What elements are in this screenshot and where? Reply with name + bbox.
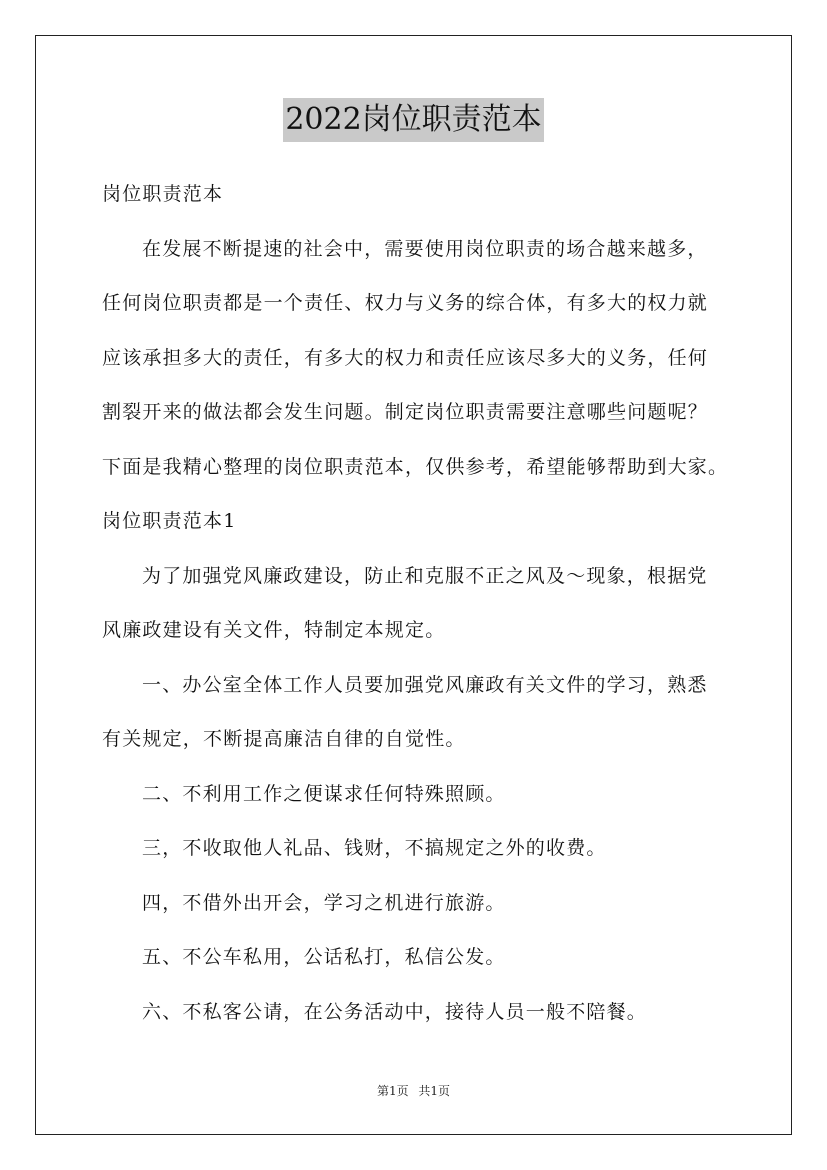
page-footer <box>0 1082 827 1099</box>
body-line: 三，不收取他人礼品、钱财，不搞规定之外的收费。 <box>142 837 607 859</box>
body-line: 有关规定，不断提高廉洁自律的自觉性。 <box>102 728 466 750</box>
body-line: 任何岗位职责都是一个责任、权力与义务的综合体，有多大的权力就 <box>102 292 709 314</box>
body-line: 岗位职责范本 <box>102 183 224 205</box>
body-line: 风廉政建设有关文件，特制定本规定。 <box>102 619 446 641</box>
body-line: 下面是我精心整理的岗位职责范本，仅供参考，希望能够帮助到大家。 <box>102 455 729 478</box>
body-line: 应该承担多大的责任，有多大的权力和责任应该尽多大的义务，任何 <box>102 346 709 369</box>
body-line: 在发展不断提速的社会中，需要使用岗位职责的场合越来越多， <box>142 237 708 260</box>
document-body <box>102 174 742 1046</box>
body-line: 二、不利用工作之便谋求任何特殊照顾。 <box>142 782 506 805</box>
document-title: 2022岗位职责范本 <box>283 98 543 142</box>
body-line: 四，不借外出开会，学习之机进行旅游。 <box>142 891 506 914</box>
body-line: 六、不私客公请，在公务活动中，接待人员一般不陪餐。 <box>142 1000 648 1023</box>
title-container <box>0 98 827 142</box>
body-line: 为了加强党风廉政建设，防止和克服不正之风及～现象，根据党 <box>142 564 708 587</box>
body-line: 一、办公室全体工作人员要加强党风廉政有关文件的学习，熟悉 <box>142 673 708 696</box>
section-heading: 岗位职责范本1 <box>102 510 237 532</box>
page-number: 第1页 <box>376 1084 409 1098</box>
body-line: 割裂开来的做法都会发生问题。制定岗位职责需要注意哪些问题呢？ <box>102 401 709 423</box>
page-total: 共1页 <box>418 1084 451 1098</box>
body-line: 五、不公车私用，公话私打，私信公发。 <box>142 946 506 968</box>
